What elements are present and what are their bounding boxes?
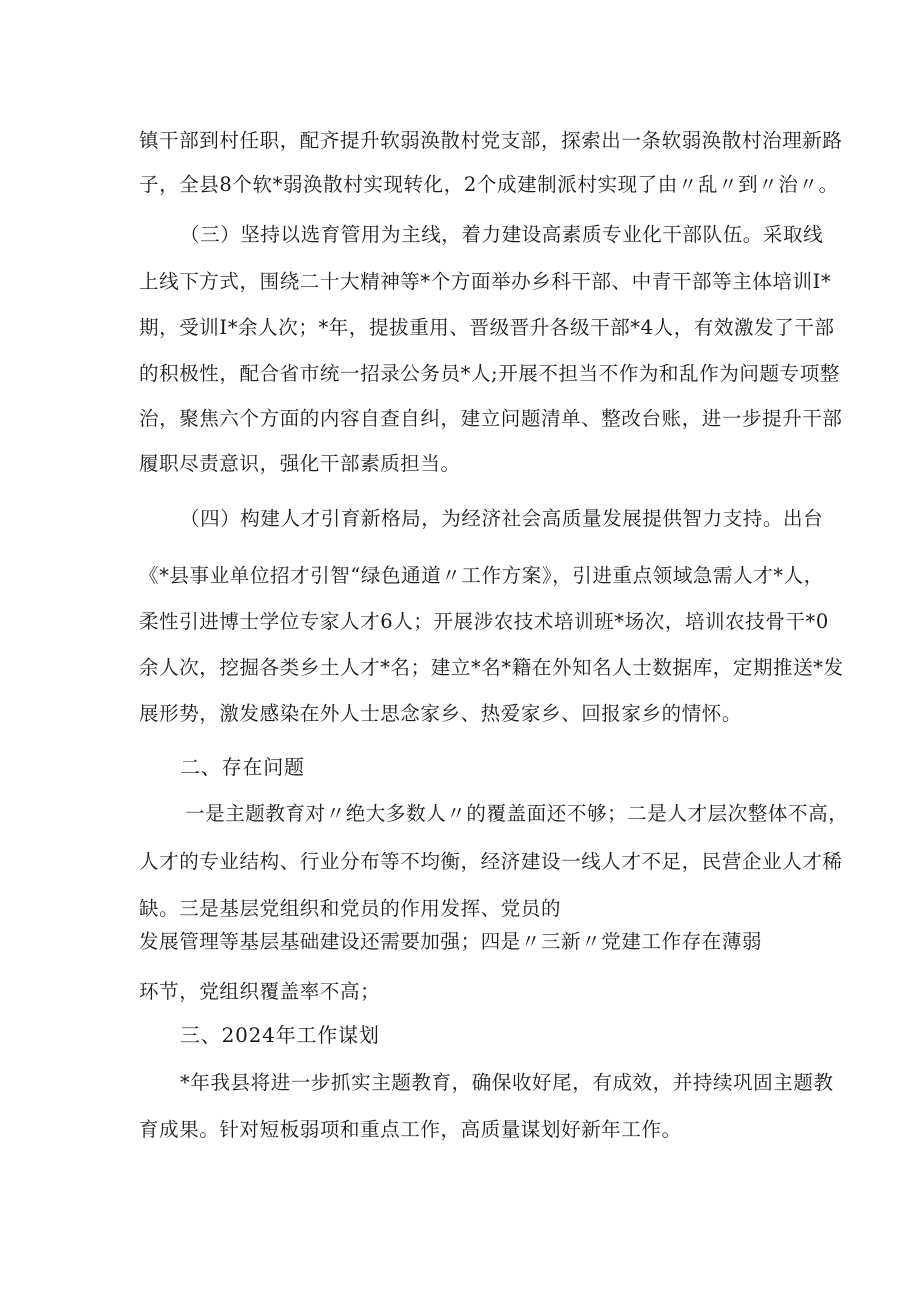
paragraph-line: 治，聚焦六个方面的内容自查自纠，建立问题清单、整改台账，进一步提升干部 — [139, 407, 843, 430]
paragraph-line: 的积极性，配合省市统一招录公务员*人;开展不担当不作为和乱作为问题专项整 — [139, 362, 840, 385]
paragraph-line: 展形势，激发感染在外人士思念家乡、热爱家乡、回报家乡的情怀。 — [139, 702, 743, 725]
paragraph-line: （四）构建人才引育新格局，为经济社会高质量发展提供智力支持。出台 — [180, 507, 824, 530]
paragraph-line: 环节，党组织覆盖率不高； — [139, 980, 381, 1003]
paragraph-line: *年我县将进一步抓实主题教育，确保收好尾，有成效，并持续巩固主题教 — [180, 1071, 834, 1094]
paragraph-line: 期，受训I*余人次；*年，提拔重用、晋级晋升各级干部*4人，有效激发了干部 — [139, 316, 835, 339]
paragraph-line: 缺。三是基层党组织和党员的作用发挥、党员的 — [139, 897, 562, 920]
paragraph-line: 柔性引进博士学位专家人才6人；开展涉农技术培训班*场次，培训农技骨干*0 — [139, 610, 829, 633]
paragraph-line: 《*县事业单位招才引智“绿色通道〃工作方案》，引进重点领域急需人才*人， — [139, 564, 824, 587]
paragraph-line: 履职尽责意识，强化干部素质担当。 — [139, 452, 461, 475]
paragraph-line: 子，全县8个软*弱涣散村实现转化，2个成建制派村实现了由〃乱〃到〃治〃。 — [139, 173, 839, 196]
section-heading: 二、存在问题 — [180, 755, 305, 779]
section-heading: 三、2024年工作谋划 — [180, 1023, 380, 1047]
paragraph-line: 育成果。针对短板弱项和重点工作，高质量谋划好新年工作。 — [139, 1118, 682, 1141]
paragraph-line: 余人次，挖掘各类乡土人才*名；建立*名*籍在外知名人士数据库，定期推送*发 — [139, 656, 844, 679]
paragraph-line: 发展管理等基层基础建设还需要加强；四是〃三新〃党建工作存在薄弱 — [139, 930, 763, 953]
paragraph-line: 一是主题教育对〃绝大多数人〃的覆盖面还不够；二是人才层次整体不高， — [185, 802, 849, 825]
paragraph-line: （三）坚持以选育管用为主线，着力建设高素质专业化干部队伍。采取线 — [180, 223, 824, 246]
paragraph-line: 上线下方式，围绕二十大精神等*个方面举办乡科干部、中青干部等主体培训I* — [139, 270, 832, 293]
paragraph-line: 人才的专业结构、行业分布等不均衡，经济建设一线人才不足，民营企业人才稀 — [139, 850, 843, 873]
paragraph-line: 镇干部到村任职，配齐提升软弱涣散村党支部，探索出一条软弱涣散村治理新路 — [139, 129, 843, 152]
